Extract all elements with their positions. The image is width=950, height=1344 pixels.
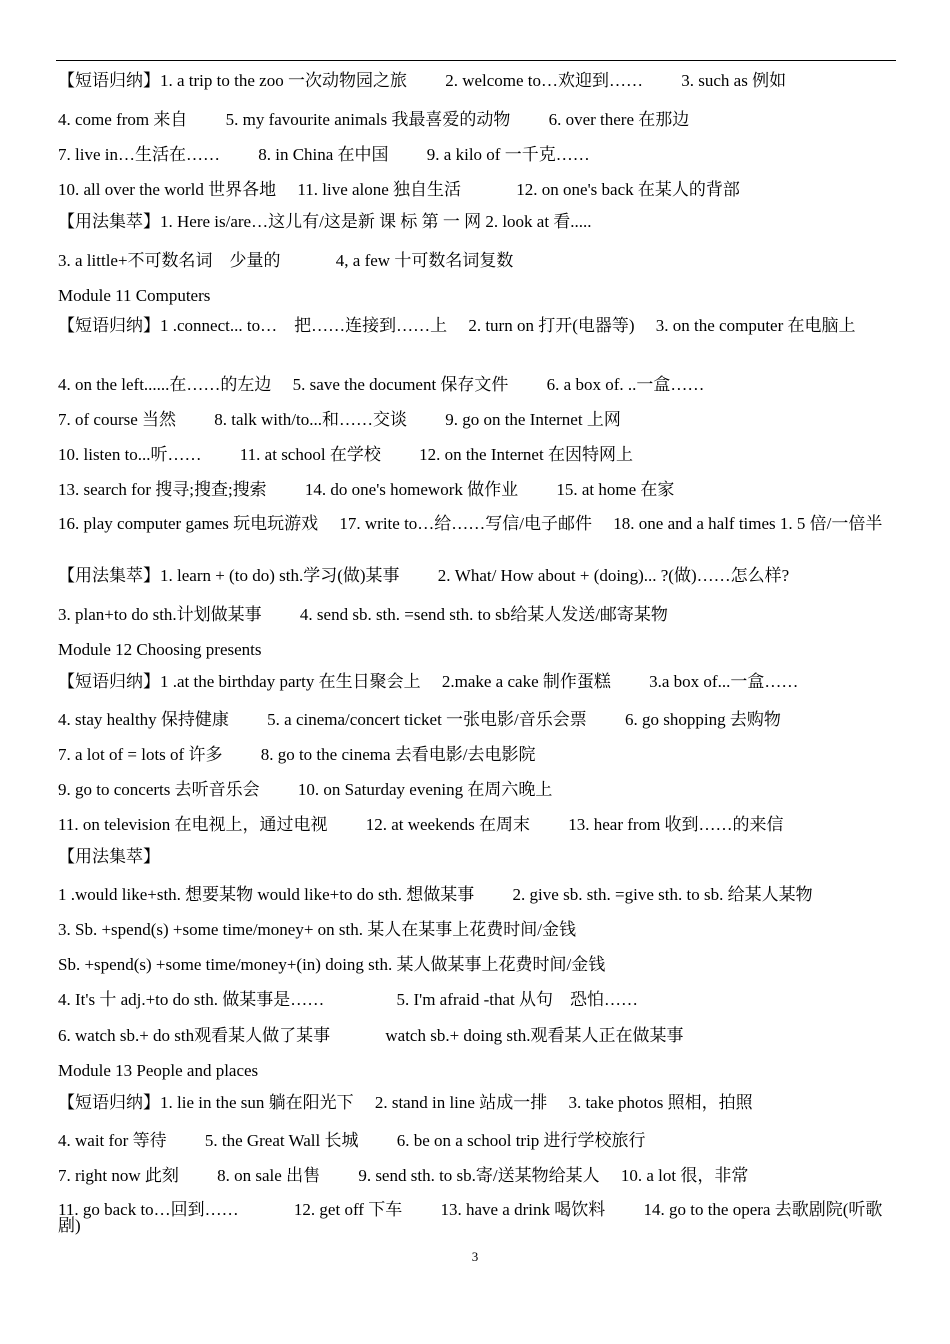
text-line-15: 3. plan+to do sth.计划做某事 4. send sb. sth. =send sth. to sb给某人发送/邮寄某物: [58, 605, 668, 624]
text-line-26: 4. It's 十 adj.+to do sth. 做某事是…… 5. I'm afraid -that 从句 恐怕……: [58, 990, 638, 1009]
text-line-19: 7. a lot of = lots of 许多 8. go to the cinema 去看电影/去电影院: [58, 745, 536, 764]
text-line-4: 10. all over the world 世界各地 11. live alone 独自生活 12. on one's back 在某人的背部: [58, 180, 740, 199]
text-line-13: 16. play computer games 玩电玩游戏 17. write to…给……写信/电子邮件 18. one and a half times 1. 5 倍/一倍半: [58, 514, 883, 533]
header-rule: [56, 60, 896, 61]
text-line-3: 7. live in…生活在…… 8. in China 在中国 9. a kilo of 一千克……: [58, 145, 590, 164]
text-line-32: 11. go back to…回到…… 12. get off 下车 13. have a drink 喝饮料 14. go to the opera 去歌剧院(听歌剧): [58, 1200, 883, 1236]
text-line-11: 10. listen to...听…… 11. at school 在学校 12. on the Internet 在因特网上: [58, 445, 633, 464]
module-heading-11: Module 11 Computers: [58, 286, 211, 305]
text-line-8: 【短语归纳】1 .connect... to… 把……连接到……上 2. turn on 打开(电器等) 3. on the computer 在电脑上: [58, 316, 856, 335]
text-line-10: 7. of course 当然 8. talk with/to...和……交谈 9. go on the Internet 上网: [58, 410, 621, 429]
text-line-5: 【用法集萃】1. Here is/are…这儿有/这是新 课 标 第 一 网 2. look at 看.....: [58, 212, 592, 231]
text-line-12: 13. search for 搜寻;搜查;搜索 14. do one's homework 做作业 15. at home 在家: [58, 480, 675, 499]
text-line-14: 【用法集萃】1. learn + (to do) sth.学习(做)某事 2. What/ How about + (doing)... ?(做)……怎么样?: [58, 566, 790, 585]
module-heading-12: Module 12 Choosing presents: [58, 640, 262, 659]
page-number: 3: [471, 1249, 479, 1264]
text-line-9: 4. on the left......在……的左边 5. save the document 保存文件 6. a box of. ..一盒……: [58, 375, 705, 394]
text-line-20: 9. go to concerts 去听音乐会 10. on Saturday evening 在周六晚上: [58, 780, 553, 799]
text-line-6: 3. a little+不可数名词 少量的 4, a few 十可数名词复数: [58, 251, 514, 270]
text-line-29: 【短语归纳】1. lie in the sun 躺在阳光下 2. stand in line 站成一排 3. take photos 照相，拍照: [58, 1093, 753, 1112]
text-line-31: 7. right now 此刻 8. on sale 出售 9. send sth. to sb.寄/送某物给某人 10. a lot 很，非常: [58, 1166, 749, 1185]
text-line-21: 11. on television 在电视上，通过电视 12. at weekends 在周末 13. hear from 收到……的来信: [58, 815, 784, 834]
text-line-24: 3. Sb. +spend(s) +some time/money+ on sth. 某人在某事上花费时间/金钱: [58, 920, 576, 939]
text-line-2: 4. come from 来自 5. my favourite animals 我最喜爱的动物 6. over there 在那边: [58, 110, 690, 129]
text-line-27: 6. watch sb.+ do sth观看某人做了某事 watch sb.+ doing sth.观看某人正在做某事: [58, 1026, 684, 1045]
text-line-1: 【短语归纳】1. a trip to the zoo 一次动物园之旅 2. welcome to…欢迎到…… 3. such as 例如: [58, 71, 787, 90]
text-line-23: 1 .would like+sth. 想要某物 would like+to do sth. 想做某事 2. give sb. sth. =give sth. to sb. 给某人某物: [58, 885, 813, 904]
text-line-17: 【短语归纳】1 .at the birthday party 在生日聚会上 2.make a cake 制作蛋糕 3.a box of...一盒……: [58, 672, 799, 691]
section-heading-usage: 【用法集萃】: [58, 847, 160, 866]
module-heading-13: Module 13 People and places: [58, 1061, 259, 1080]
text-line-18: 4. stay healthy 保持健康 5. a cinema/concert ticket 一张电影/音乐会票 6. go shopping 去购物: [58, 710, 781, 729]
text-line-30: 4. wait for 等待 5. the Great Wall 长城 6. be on a school trip 进行学校旅行: [58, 1131, 646, 1150]
text-line-25: Sb. +spend(s) +some time/money+(in) doing sth. 某人做某事上花费时间/金钱: [58, 955, 606, 974]
